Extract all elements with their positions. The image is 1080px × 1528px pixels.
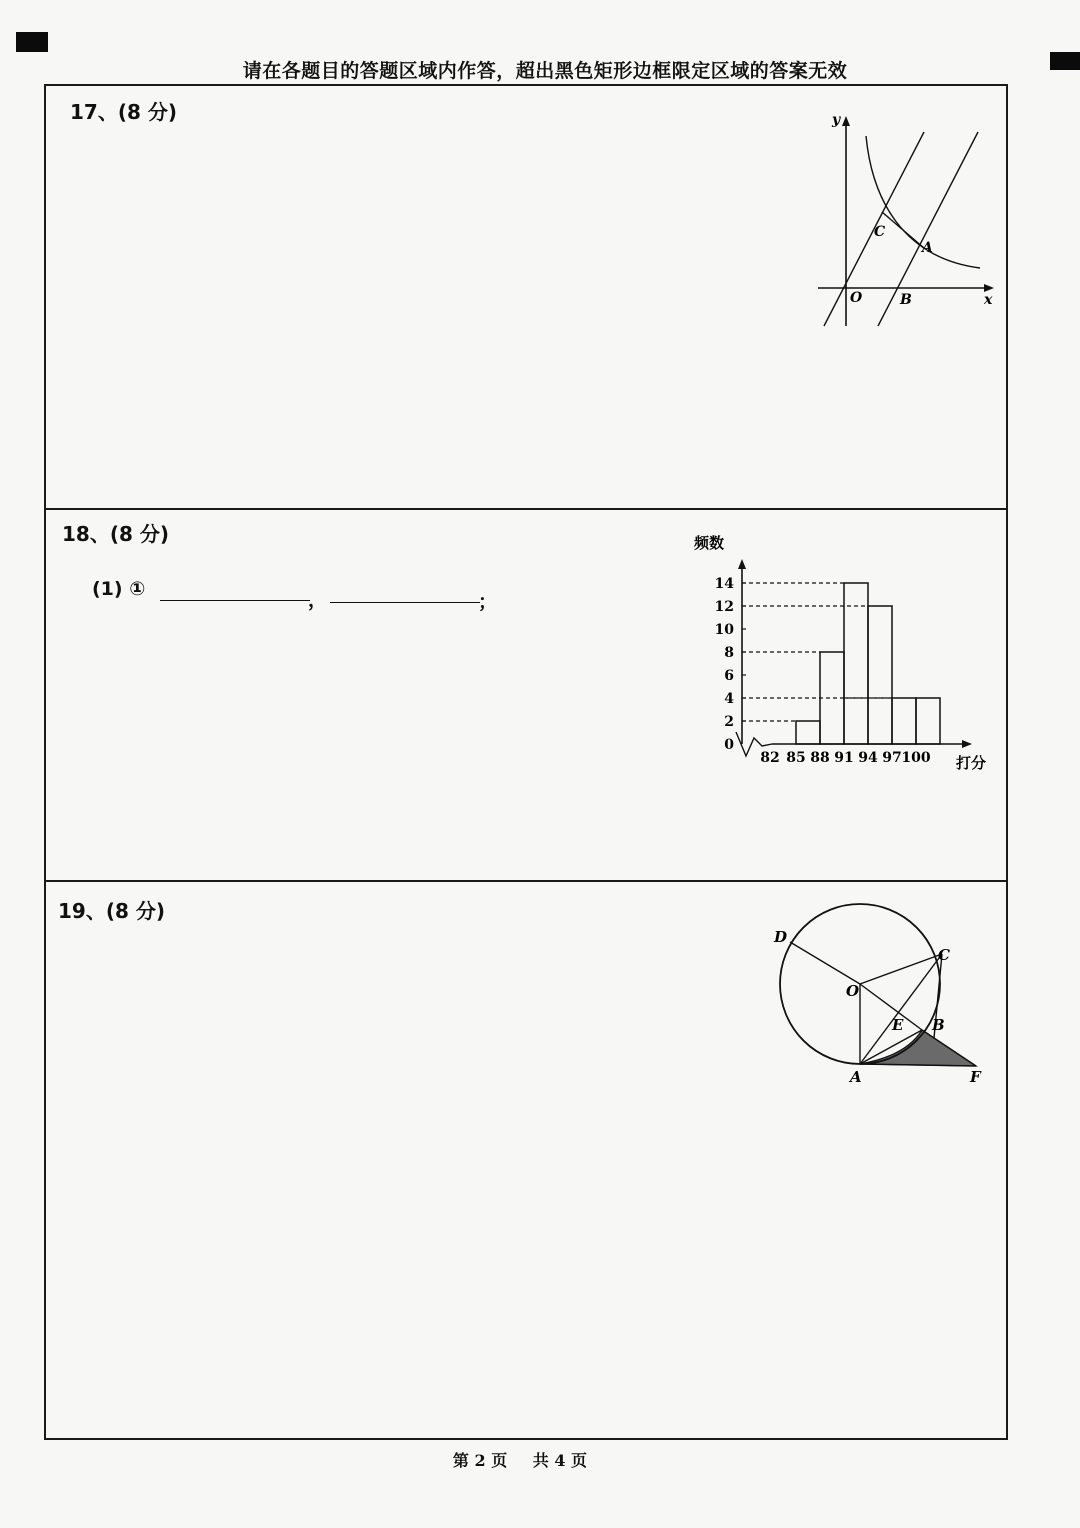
point-e-label: E bbox=[892, 1016, 904, 1034]
question-18-label: 18、(8 分) bbox=[62, 522, 169, 546]
point-d-label: D bbox=[774, 928, 788, 946]
y-tick-label: 12 bbox=[714, 599, 734, 615]
x-tick-label: 88 bbox=[810, 750, 830, 766]
y-axis-label: y bbox=[832, 112, 841, 128]
x-tick-label: 85 bbox=[786, 750, 806, 766]
answer-blank-2[interactable] bbox=[330, 602, 480, 603]
shaded-region bbox=[860, 1030, 976, 1066]
histogram-bar bbox=[844, 583, 868, 744]
y-tick-label: 8 bbox=[724, 645, 734, 661]
point-c-label: C bbox=[938, 946, 950, 964]
point-a-label: A bbox=[922, 240, 933, 256]
histogram-bar bbox=[892, 698, 916, 744]
page-total: 共 4 页 bbox=[532, 1451, 588, 1470]
histogram-bar bbox=[796, 721, 820, 744]
x-axis-arrow bbox=[984, 284, 994, 292]
x-axis-arrow bbox=[962, 740, 972, 748]
header-instruction: 请在各题目的答题区域内作答，超出黑色矩形边框限定区域的答案无效 bbox=[242, 60, 848, 82]
segment-ca bbox=[882, 212, 924, 248]
comma-separator: ， bbox=[308, 589, 328, 611]
histogram-bar bbox=[868, 606, 892, 744]
x-tick-label: 82 bbox=[760, 750, 780, 766]
point-a-label: A bbox=[850, 1068, 862, 1086]
point-b-label: B bbox=[932, 1016, 945, 1034]
histogram-ylabel: 频数 bbox=[694, 534, 725, 552]
line-through-b bbox=[878, 132, 978, 326]
y-tick-label: 6 bbox=[724, 668, 734, 684]
y-axis-arrow bbox=[842, 116, 850, 126]
point-o-label: O bbox=[846, 982, 860, 1000]
question-19-label: 19、(8 分) bbox=[58, 899, 165, 923]
question-17-label: 17、(8 分) bbox=[70, 100, 177, 124]
question-17-figure bbox=[812, 108, 1012, 338]
segment-do bbox=[790, 942, 860, 984]
histogram-xlabel: 打分 bbox=[956, 754, 987, 772]
x-tick-label: 97 bbox=[882, 750, 902, 766]
point-c-label: C bbox=[874, 224, 886, 240]
point-b-label: B bbox=[900, 292, 912, 308]
alignment-marker-left bbox=[16, 32, 48, 52]
subquestion-1-prefix: (1) ① bbox=[92, 578, 146, 600]
x-tick-label: 94 bbox=[858, 750, 878, 766]
page-footer bbox=[0, 1448, 1040, 1471]
y-tick-label: 10 bbox=[714, 622, 734, 638]
y-tick-label: 4 bbox=[724, 691, 734, 707]
y-axis-arrow bbox=[738, 559, 746, 569]
y-tick-label: 2 bbox=[724, 714, 734, 730]
x-axis-label: x bbox=[984, 292, 993, 308]
segment-oc bbox=[860, 954, 942, 984]
y-tick-label: 0 bbox=[724, 737, 734, 753]
page-number: 第 2 页 bbox=[452, 1451, 508, 1470]
question-18-histogram bbox=[690, 528, 1010, 778]
section-divider-18-19 bbox=[44, 880, 1008, 882]
semicolon-separator: ； bbox=[478, 591, 498, 613]
question-19-figure bbox=[766, 896, 1006, 1096]
x-tick-label: 91 bbox=[834, 750, 854, 766]
x-tick-label: 100 bbox=[901, 750, 931, 766]
y-tick-label: 14 bbox=[714, 576, 734, 592]
section-divider-17-18 bbox=[44, 508, 1008, 510]
histogram-bar bbox=[916, 698, 940, 744]
point-o-label: O bbox=[850, 290, 863, 306]
answer-blank-1[interactable] bbox=[160, 600, 310, 601]
point-f-label: F bbox=[970, 1068, 981, 1086]
